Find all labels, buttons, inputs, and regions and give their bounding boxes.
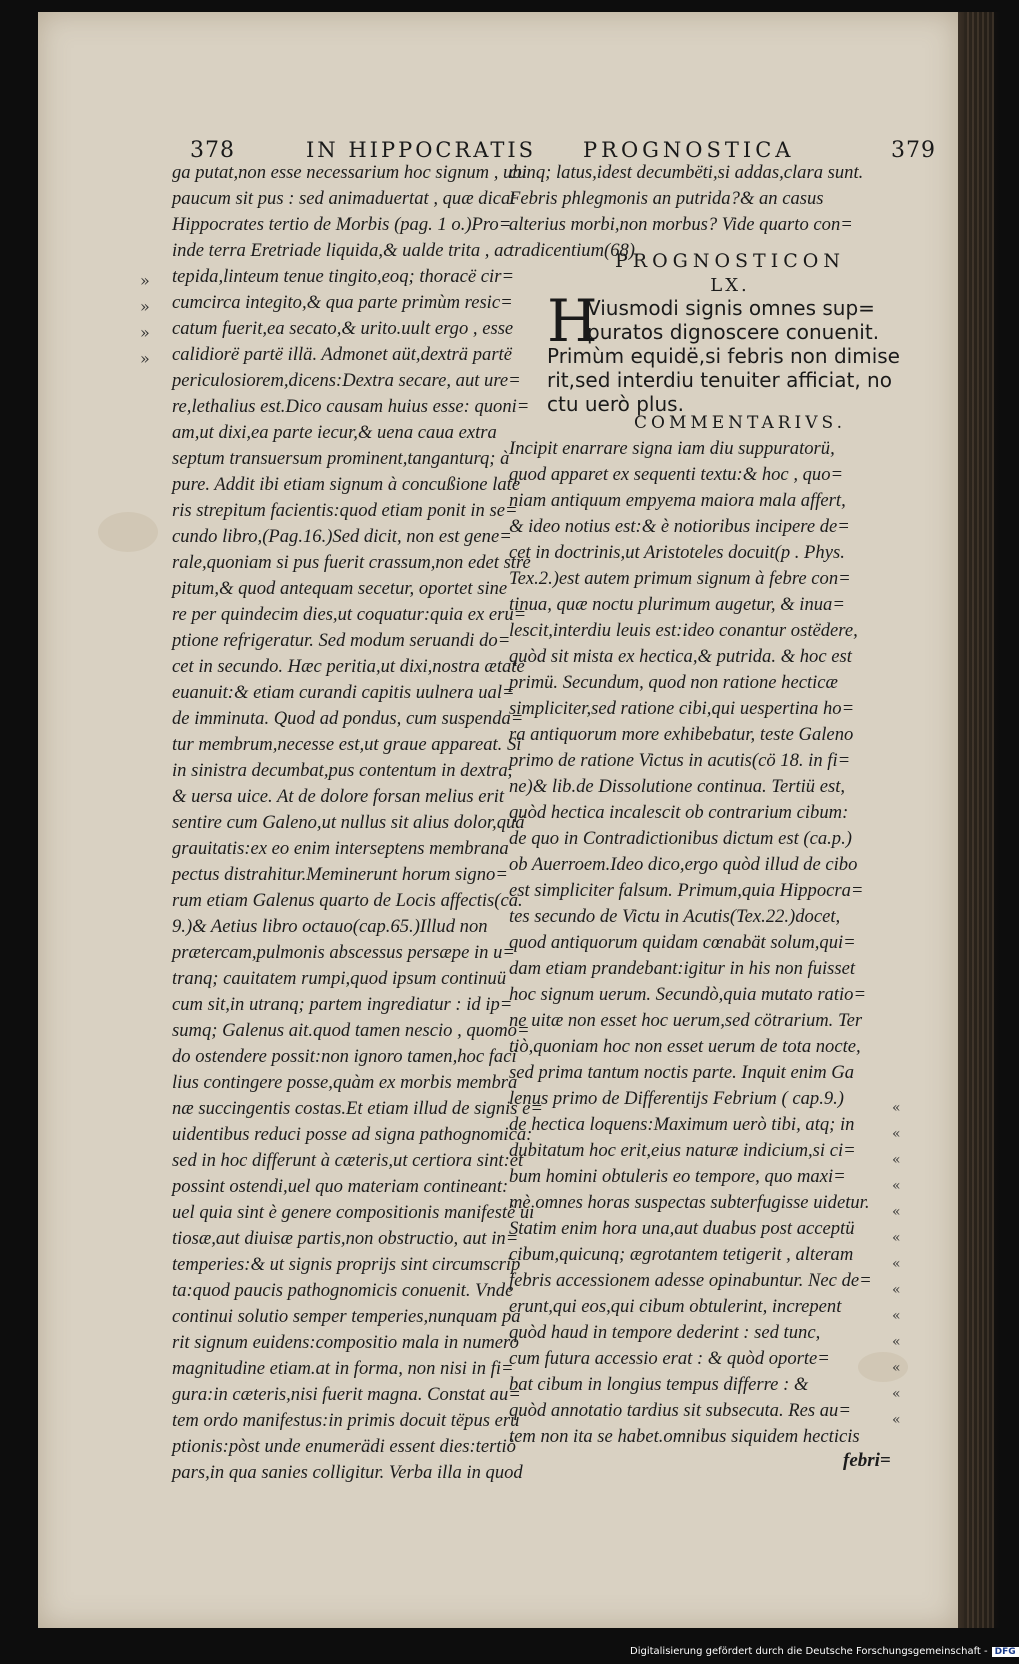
quote-mark: « — [892, 1282, 901, 1298]
text-line: tes secundo de Victu in Acutis(Tex.22.)docet, — [509, 906, 841, 927]
text-line: ptione refrigeratur. Sed modum seruandi do= — [172, 630, 511, 651]
text-line: quòd hectica incalescit ob contrarium cibum: — [509, 802, 849, 823]
text-line: mè omnes horas suspectas subterfugisse uidetur. — [509, 1192, 870, 1213]
text-line: prætercam,pulmonis abscessus persæpe in u= — [172, 942, 515, 963]
text-line: tranq; cauitatem rumpi,quod ipsum continuü — [172, 968, 507, 989]
text-line: euanuit:& etiam curandi capitis uulnera ual= — [172, 682, 515, 703]
quote-mark: « — [892, 1386, 901, 1402]
page-number-right: 379 — [891, 138, 936, 163]
text-line: tradicentium(68). — [509, 240, 640, 261]
text-line: am,ut dixi,ea parte iecur,& uena caua extra — [172, 422, 497, 443]
text-line: cet in secundo. Hæc peritia,ut dixi,nostra ætate — [172, 656, 525, 677]
text-line: uidentibus reduci posse ad signa pathognomica: — [172, 1124, 533, 1145]
aphorism-line: Primùm equidë,si febris non dimise — [547, 344, 900, 368]
quote-mark: « — [892, 1412, 901, 1428]
text-line: cum futura accessio erat : & quòd oporte= — [509, 1348, 830, 1369]
text-line: uel quia sint è genere compositionis manifestè ui — [172, 1202, 535, 1223]
commentary-title: COMMENTARIVS. — [634, 413, 846, 433]
text-line: cet in doctrinis,ut Aristoteles docuit(p . Phys. — [509, 542, 845, 563]
text-line: ptionis:pòst unde enumerädi essent dies:tertiò — [172, 1436, 516, 1457]
text-line: & ideo notius est:& è notioribus incipere de= — [509, 516, 850, 537]
text-line: in sinistra decumbat,pus contentum in dextra, — [172, 760, 513, 781]
aphorism-text — [547, 287, 917, 416]
text-line: sed in hoc differunt à cæteris,ut certiora sint:et — [172, 1150, 524, 1171]
section-number: LX. — [710, 275, 750, 296]
text-line: cibum,quicunq; ægrotantem tetigerit , alteram — [509, 1244, 854, 1265]
text-line: quod antiquorum quidam cœnabät solum,qui= — [509, 932, 856, 953]
text-line: erunt,qui eos,qui cibum obtulerint, increpent — [509, 1296, 842, 1317]
drop-cap: H — [547, 287, 598, 355]
text-line: simpliciter,sed ratione cibi,qui uespertina ho= — [509, 698, 855, 719]
quote-mark: » — [140, 323, 150, 342]
text-line: febris accessionem adesse opinabuntur. Nec de= — [509, 1270, 872, 1291]
text-line: cunq; latus,idest decumbëti,si addas,clara sunt. — [509, 162, 864, 183]
quote-mark: » — [140, 271, 150, 290]
text-line: ris strepitum facientis:quod etiam ponit in se= — [172, 500, 518, 521]
text-line: Febris phlegmonis an putrida?& an casus — [509, 188, 824, 209]
text-line: cum sit,in utranq; partem ingrediatur : id ip= — [172, 994, 513, 1015]
text-line: catum fuerit,ea secato,& urito.uult ergo , esse — [172, 318, 514, 339]
dfg-logo: DFG — [992, 1647, 1019, 1657]
text-line: calidiorë partë illä. Admonet aüt,dexträ partë — [172, 344, 512, 365]
text-line: niam antiquum empyema maiora mala affert, — [509, 490, 846, 511]
text-line: continui solutio semper temperies,nunquam pa — [172, 1306, 521, 1327]
text-line: sentire cum Galeno,ut nullus sit alius dolor,quä — [172, 812, 525, 833]
text-line: gura:in cæteris,nisi fuerit magna. Constat au= — [172, 1384, 521, 1405]
text-line: de hectica loquens:Maximum uerò tibi, atq; in — [509, 1114, 855, 1135]
text-line: alterius morbi,non morbus? Vide quarto con= — [509, 214, 853, 235]
text-line: hoc signum uerum. Secundò,quia mutato ratio= — [509, 984, 867, 1005]
text-line: quòd annotatio tardius sit subsecuta. Res au= — [509, 1400, 851, 1421]
right-column-top — [509, 160, 889, 264]
paper-stain — [98, 512, 158, 552]
footer-credit — [630, 1646, 1019, 1657]
text-line: septum transuersum prominent,tanganturq; à — [172, 448, 510, 469]
text-line: de imminuta. Quod ad pondus, cum suspenda= — [172, 708, 524, 729]
text-line: lius contingere posse,quàm ex morbis membra — [172, 1072, 518, 1093]
text-line: rale,quoniam si pus fuerit crassum,non edet stre — [172, 552, 531, 573]
text-line: pectus distrahitur.Meminerunt horum signo= — [172, 864, 508, 885]
text-line: ne)& lib.de Dissolutione continua. Tertiü est, — [509, 776, 846, 797]
text-line: tiò,quoniam hoc non esset uerum de tota nocte, — [509, 1036, 861, 1057]
text-line: ob Auerroem.Ideo dico,ergo quòd illud de cibo — [509, 854, 858, 875]
text-line: periculosiorem,dicens:Dextra secare, aut ure= — [172, 370, 521, 391]
text-line: tiosæ,aut diuisæ partis,non obstructio, aut in= — [172, 1228, 519, 1249]
text-line: ta:quod paucis pathognomicis conuenit. Vnde — [172, 1280, 514, 1301]
text-line: pitum,& quod antequam secetur, oportet sine — [172, 578, 508, 599]
text-line: est simpliciter falsum. Primum,quia Hippocra= — [509, 880, 864, 901]
text-line: possint ostendi,uel quo materiam contineant: — [172, 1176, 509, 1197]
text-line: ne uitæ non esset hoc uerum,sed cötrarium. Ter — [509, 1010, 863, 1031]
quote-mark: « — [892, 1334, 901, 1350]
text-line: primo de ratione Victus in acutis(cö 18. in fi= — [509, 750, 851, 771]
text-line: dam etiam prandebant:igitur in his non fuisset — [509, 958, 856, 979]
page-number-left: 378 — [190, 138, 235, 163]
text-line: bum homini obtuleris eo tempore, quo maxi= — [509, 1166, 846, 1187]
text-line: & uersa uice. At de dolore forsan melius erit — [172, 786, 505, 807]
footer-text: Digitalisierung gefördert durch die Deutsche Forschungsgemeinschaft - — [630, 1646, 988, 1657]
text-line: Incipit enarrare signa iam diu suppuratorü, — [509, 438, 835, 459]
section-title: PROGNOSTICON — [615, 250, 845, 272]
text-line: quod apparet ex sequenti textu:& hoc , quo= — [509, 464, 844, 485]
text-line: lescit,interdiu leuis est:ideo conantur ostëdere, — [509, 620, 858, 641]
text-line: cumcirca integito,& qua parte primùm resic= — [172, 292, 513, 313]
text-line: tepida,linteum tenue tingito,eoq; thoracë cir= — [172, 266, 514, 287]
text-line: re per quindecim dies,ut coquatur:quia ex eru= — [172, 604, 527, 625]
text-line: tinua, quæ noctu plurimum augetur, & inua= — [509, 594, 845, 615]
aphorism-line: ctu uerò plus. — [547, 392, 684, 416]
text-line: 9.)& Aetius libro octauo(cap.65.)Illud non — [172, 916, 488, 937]
left-column — [172, 160, 542, 1486]
text-line: ga putat,non esse necessarium hoc signum , ubi — [172, 162, 527, 183]
quote-mark: « — [892, 1100, 901, 1116]
quote-mark: « — [892, 1230, 901, 1246]
text-line: rum etiam Galenus quarto de Locis affectis(ca. — [172, 890, 523, 911]
aphorism-line: Viusmodi signis omnes sup= — [587, 296, 875, 320]
right-column-commentary — [509, 436, 889, 1450]
text-line: Tex.2.)est autem primum signum à febre con= — [509, 568, 851, 589]
text-line: ra antiquorum more exhibebatur, teste Galeno — [509, 724, 854, 745]
aphorism-line: rit,sed interdiu tenuiter afficiat, no — [547, 368, 892, 392]
quote-mark: « — [892, 1204, 901, 1220]
text-line: lenus primo de Differentijs Febrium ( cap.9.) — [509, 1088, 844, 1109]
text-line: bat cibum in longius tempus differre : & — [509, 1374, 809, 1395]
quote-mark: » — [140, 297, 150, 316]
text-line: pars,in qua sanies colligitur. Verba illa in quod — [172, 1462, 523, 1483]
catchword: febri= — [843, 1450, 891, 1471]
text-line: tem non ita se habet.omnibus siquidem hecticis — [509, 1426, 860, 1447]
text-line: pure. Addit ibi etiam signum à concußione late — [172, 474, 521, 495]
quote-mark: « — [892, 1308, 901, 1324]
text-line: tem ordo manifestus:in primis docuit tëpus eru — [172, 1410, 520, 1431]
text-line: cundo libro,(Pag.16.)Sed dicit, non est gene= — [172, 526, 512, 547]
left-quote-marks — [140, 268, 150, 372]
quote-mark: « — [892, 1178, 901, 1194]
text-line: paucum sit pus : sed animaduertat , quæ dicat — [172, 188, 516, 209]
text-line: grauitatis:ex eo enim interseptens membrana — [172, 838, 509, 859]
running-head-right: PROGNOSTICA — [583, 138, 795, 162]
quote-mark: « — [892, 1152, 901, 1168]
quote-mark: « — [892, 1256, 901, 1272]
text-line: quòd haud in tempore dederint : sed tunc, — [509, 1322, 821, 1343]
quote-mark: « — [892, 1360, 901, 1376]
text-line: tur membrum,necesse est,ut graue appareat. Si — [172, 734, 522, 755]
text-line: rit signum euidens:compositio mala in numero — [172, 1332, 519, 1353]
text-line: dubitatum hoc erit,eius naturæ indicium,si ci= — [509, 1140, 856, 1161]
right-quote-marks — [892, 1095, 901, 1433]
text-line: inde terra Eretriade liquida,& ualde trita , ac — [172, 240, 512, 261]
text-line: magnitudine etiam.at in forma, non nisi in fi= — [172, 1358, 514, 1379]
quote-mark: « — [892, 1126, 901, 1142]
text-line: primü. Secundum, quod non ratione hecticæ — [509, 672, 838, 693]
book-fore-edge — [958, 12, 1000, 1628]
text-line: temperies:& ut signis proprijs sint circumscrip — [172, 1254, 521, 1275]
text-line: næ succingentis costas.Et etiam illud de signis e= — [172, 1098, 543, 1119]
text-line: sed prima tantum noctis parte. Inquit enim Ga — [509, 1062, 854, 1083]
text-line: sumq; Galenus ait.quod tamen nescio , quomo= — [172, 1020, 530, 1041]
text-line: re,lethalius est.Dico causam huius esse: quoni= — [172, 396, 530, 417]
text-line: de quo in Contradictionibus dictum est (ca.p.) — [509, 828, 852, 849]
running-head-left: IN HIPPOCRATIS — [306, 138, 537, 162]
quote-mark: » — [140, 349, 150, 368]
text-line: Statim enim hora una,aut duabus post acceptü — [509, 1218, 855, 1239]
text-line: quòd sit mista ex hectica,& putrida. & hoc est — [509, 646, 852, 667]
text-line: do ostendere possit:non ignoro tamen,hoc faci — [172, 1046, 517, 1067]
text-line: Hippocrates tertio de Morbis (pag. 1 o.)Pro= — [172, 214, 512, 235]
aphorism-line: puratos dignoscere conuenit. — [587, 320, 880, 344]
